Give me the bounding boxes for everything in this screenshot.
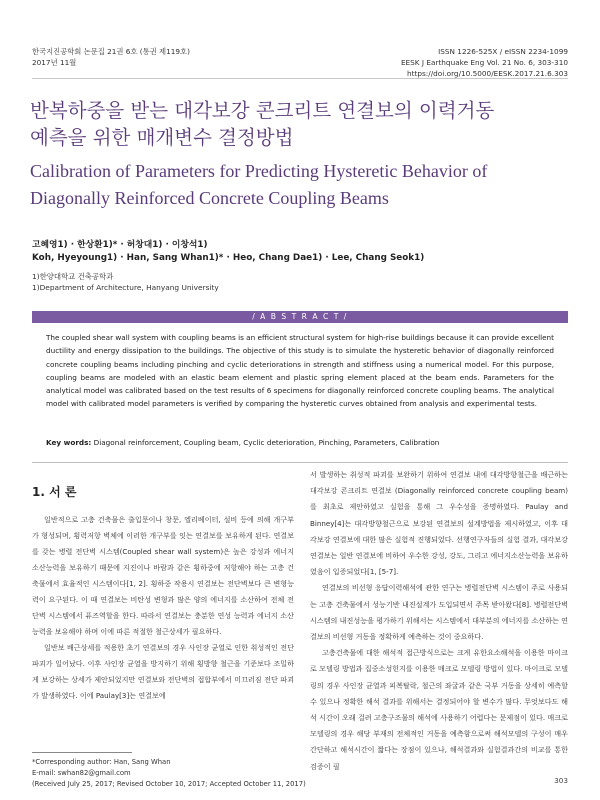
received-dates: (Received July 25, 2017; Revised October 10, 2017; Accepted October 11, 2017) bbox=[32, 780, 306, 788]
paragraph: 서 발생하는 취성적 파괴를 보완하기 위하여 연결보 내에 대각방향철근을 배근하는 대각보강 콘크리트 연결보 (Diagonally reinforced concrete coupling beam)를 최초로 제안하였고 실험을 통해 그 우수성을 증명하였다. Paulay and Binney[4]는 대각방향철근으로 보강된 연결보의 설계방법을 제시하였고, 이후 대각보강 연결보에 대한 많은 실험적 진행되었다. 선행연구자들의 실험 결과, 대각보강 연결보는 일반 연결보에 비하여 우수한 강성, 강도, 그리고 에너지소산능력을 보유하였음이 입증되었다[1, [5-7]. bbox=[310, 470, 568, 577]
abstract-text: The coupled shear wall system with coupling beams is an efficient structural system for high-rise buildings because it can provide excellent ductility and energy dissipation to the buildings. The objective of this study is to simulate the hysteretic behavior of diagonally reinforced concrete coupling beams including pinching and cyclic deteriorations in strength and stiffness using a numerical model. For this purpose, coupling beams are modeled with an elastic beam element and plastic spring element placed at the beam ends. Parameters for the analytical model was calibrated based on the test results of 6 specimens for diagonally reinforced concrete coupling beams. The analytical model with calibrated model parameters is verified by comparing the hysteretic curves obtained from analysis and experimental tests. bbox=[46, 333, 554, 409]
abstract-heading: / A B S T R A C T / bbox=[32, 311, 568, 323]
authors-korean: 고혜영1) · 한상환1)* · 허창대1) · 이창석1) bbox=[32, 240, 208, 250]
keywords-label: Key words: bbox=[46, 438, 92, 447]
page-number: 303 bbox=[554, 776, 568, 785]
journal-volume: EESK J Earthquake Eng Vol. 21 No. 6, 303-310 bbox=[400, 58, 568, 67]
footnote bbox=[32, 757, 306, 790]
corresponding-author: *Corresponding author: Han, Sang Whan bbox=[32, 758, 171, 766]
journal-name-ko: 한국지진공학회 논문집 21권 6호 (통권 제119호) bbox=[32, 47, 190, 56]
body-column-left bbox=[32, 512, 294, 704]
issue-date: 2017년 11월 bbox=[32, 58, 77, 67]
authors-english: Koh, Hyeyoung1) · Han, Sang Whan1)* · Heo, Chang Dae1) · Lee, Chang Seok1) bbox=[32, 253, 425, 263]
body-column-right bbox=[310, 467, 568, 775]
footnote-divider bbox=[32, 752, 132, 753]
paragraph: 고층건축물에 대한 해석적 접근방식으로는 크게 유한요소해석을 이용한 마이크로 모델링 방법과 집중소성힌지를 이용한 매크로 모델링 방법이 있다. 마이크로 모델링의 경우 사인장 균열과 피복탈락, 철근의 좌굴과 같은 국부 거동을 상세히 예측할 수 있으나 정확한 해석 결과를 위해서는 결정되어야 할 변수가 많다. 무엇보다도 해석 시간이 오래 걸려 고층구조물의 해석에 사용하기 어렵다는 문제점이 있다. 매크로 모델링의 경우 해당 부재의 전체적인 거동을 예측함으로써 해석모델의 구성이 매우 간단하고 해석시간이 짧다는 장점이 있으나, 해석결과와 실험결과간의 비교를 통한 검증이 필 bbox=[310, 648, 568, 771]
author-email[interactable]: E-mail: swhan82@gmail.com bbox=[32, 769, 131, 777]
paragraph: 일반보 배근상세를 적용한 초기 연결보의 경우 사인장 균열로 인한 취성적인 전단파괴가 일어났다. 이후 사인장 균열을 방지하기 위해 횡방향 철근을 기준보다 조밀하게 보강하는 상세가 제안되었지만 연결보와 전단벽의 접합부에서 미끄러짐 전단 파괴가 발생하였다. 이에 Paulay[3]는 연결보에 bbox=[32, 643, 294, 700]
doi-link[interactable]: https://doi.org/10.5000/EESK.2017.21.6.303 bbox=[407, 69, 568, 78]
paper-title-korean: 반복하중을 받는 대각보강 콘크리트 연결보의 이력거동 예측을 위한 매개변수 결정방법 bbox=[30, 99, 495, 149]
issn: ISSN 1226-525X / eISSN 2234-1099 bbox=[438, 47, 568, 56]
journal-header-left bbox=[32, 46, 190, 68]
paper-title-english: Calibration of Parameters for Predicting Hysteretic Behavior of Diagonally Reinforced Concrete Coupling Beams bbox=[30, 161, 488, 208]
section-title-introduction: 1. 서 론 bbox=[32, 485, 77, 499]
journal-header-right bbox=[401, 46, 568, 79]
keywords-list: Diagonal reinforcement, Coupling beam, Cyclic deterioration, Pinching, Parameters, Calibration bbox=[93, 438, 440, 447]
paragraph: 일반적으로 고층 건축물은 출입문이나 창문, 엘리베이터, 설비 등에 의해 개구부가 형성되며, 횡력저항 벽체에 이러한 개구부를 잇는 연결보를 보유하게 된다. 연결보를 갖는 병렬 전단벽 시스템(Coupled shear wall system)은 높은 강성과 에너지 소산능력을 보유하기 때문에 지진이나 바람과 같은 횡하중에 저항해야 하는 고층 건축물에서 효율적인 시스템이다[1, 2]. 횡하중 작용시 연결보는 전단벽보다 큰 변형능력이 요구된다. 이 때 연결보는 비탄성 변형과 많은 양의 에너지를 소산하여 전체 전단벽 시스템에서 퓨즈역할을 한다. 따라서 연결보는 충분한 연성 능력과 에너지 소산 능력을 보유해야 하며 이에 따른 적절한 철근상세가 필요하다. bbox=[32, 515, 294, 636]
abstract-divider bbox=[32, 462, 568, 463]
affiliation-english: 1)Department of Architecture, Hanyang University bbox=[32, 283, 219, 292]
affiliation-korean: 1)한양대학교 건축공학과 bbox=[32, 272, 114, 281]
header-divider bbox=[32, 78, 568, 79]
keywords bbox=[46, 438, 554, 447]
paragraph: 연결보의 비선형 응답이력해석에 관한 연구는 병렬전단벽 시스템이 주로 사용되는 고층 건축물에서 성능기반 내진설계가 도입되면서 주목 받아왔다[8]. 병렬전단벽 시스템의 내진성능을 평가하기 위해서는 시스템에서 대부분의 에너지를 소산하는 연결보의 비선형 거동을 정확하게 예측하는 것이 중요하다. bbox=[310, 583, 568, 642]
